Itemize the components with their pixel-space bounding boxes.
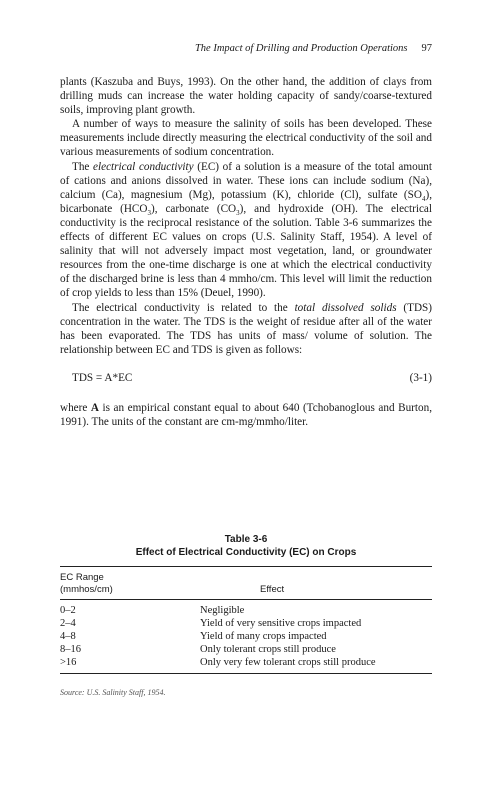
running-title: The Impact of Drilling and Production Operations <box>194 43 408 54</box>
constant-a: A <box>90 401 99 414</box>
effect-cell: Only tolerant crops still produce <box>200 644 336 655</box>
ec-range-cell: 8–16 <box>60 644 81 655</box>
effect-cell: Negligible <box>200 605 245 616</box>
effect-cell: Yield of very sensitive crops impacted <box>200 618 362 629</box>
equation-text: TDS = A*EC <box>72 371 133 384</box>
table-header-row <box>60 567 432 600</box>
column-header-ec-range: EC Range (mmhos/cm) <box>60 572 113 595</box>
effect-cell: Only very few tolerant crops still produce <box>200 657 376 668</box>
ec-range-cell: 2–4 <box>60 618 76 629</box>
ec-range-cell: 0–2 <box>60 605 76 616</box>
ec-effects-table <box>60 566 432 674</box>
table-title: Effect of Electrical Conductivity (EC) on Crops <box>135 547 357 558</box>
table-row <box>60 630 432 643</box>
table-caption <box>60 533 432 559</box>
table-label: Table 3-6 <box>224 534 268 545</box>
paragraph-4: The electrical conductivity is related to the total dissolved solids (TDS) concentration in the water. The TDS is the weight of residue after all of the water has been evaporated. The TDS has units of mass/ volume of solution. The relationship between EC and TDS is given as follows: <box>60 301 433 356</box>
paragraph-5: where A is an empirical constant equal to about 640 (Tchobanoglous and Burton, 1991). The units of the constant are cm-mg/mmho/liter. <box>60 401 432 429</box>
equation-number: (3-1) <box>409 371 432 384</box>
table-row <box>60 617 432 630</box>
page-number: 97 <box>421 43 432 54</box>
equation-3-1 <box>60 371 432 385</box>
paragraph-2: A number of ways to measure the salinity of soils has been developed. These measurements include directly measuring the electrical conductivity of the soil and various measurements of sodium concentration. <box>60 118 432 159</box>
effect-cell: Yield of many crops impacted <box>200 631 327 642</box>
ec-range-cell: 4–8 <box>60 631 76 642</box>
paragraph-1: plants (Kaszuba and Buys, 1993). On the other hand, the addition of clays from drilling muds can increase the water holding capacity of sandy/coarse-textured soils, improving plant growth. <box>60 76 432 117</box>
table-source-note: Source: U.S. Salinity Staff, 1954. <box>60 688 166 697</box>
term-electrical-conductivity: electrical conductivity <box>93 160 194 173</box>
table-row <box>60 604 432 617</box>
column-header-effect: Effect <box>260 584 285 595</box>
table-row <box>60 656 432 669</box>
body-text <box>60 75 432 429</box>
paragraph-3: The electrical conductivity (EC) of a solution is a measure of the total amount of cations and anions dissolved in water. These ions can include sodium (Na), calcium (Ca), magnesium (Mg), potassium (K), chloride (Cl), sulfate $(SO_4)$, bicarbonate $(HCO_3)$, carbonate $(CO_3)$, and hydroxide (OH). The electrical conductivity is the reciprocal resistance of the solution. Table 3-6 summarizes the effects of different EC values on crops (U.S. Salinity Staff, 1954). A level of salinity that will not adversely impact most vegetation, land, or groundwater resources from the one-time discharge is one at which the electrical conductivity of the discharged brine is less than 4 mmho/cm. This level will limit the reduction of crop yields to less than 15% (Deuel, 1990). <box>60 160 433 300</box>
table-row <box>60 643 432 656</box>
running-header <box>60 43 432 54</box>
ec-range-cell: >16 <box>60 657 77 668</box>
table-body <box>60 600 432 673</box>
term-total-dissolved-solids: total dissolved solids <box>294 301 397 314</box>
